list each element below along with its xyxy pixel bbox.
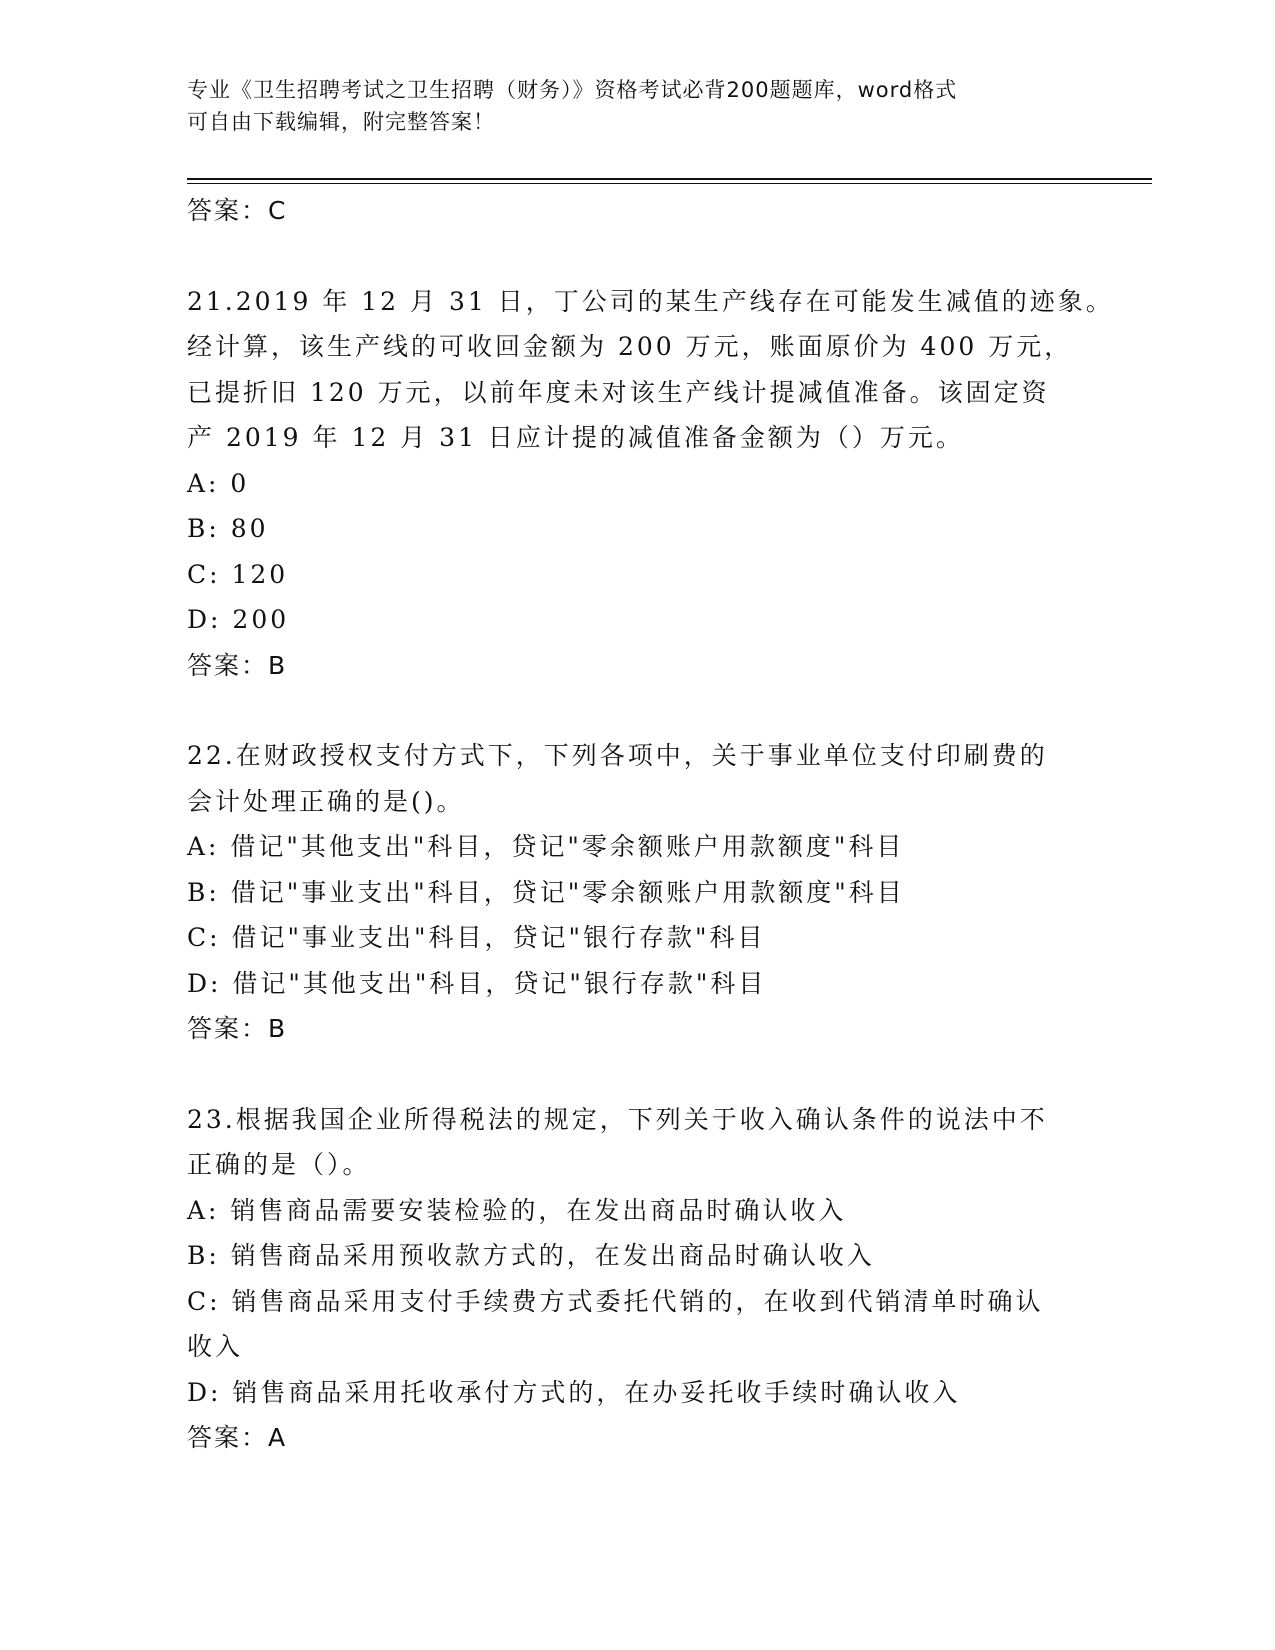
document-body [187, 188, 1114, 1461]
option-b: B: 销售商品采用预收款方式的，在发出商品时确认收入 [187, 1241, 875, 1270]
spacer [187, 688, 1087, 733]
option-b: B: 80 [187, 514, 269, 543]
spacer [187, 1052, 1087, 1097]
option-d: D: 借记"其他支出"科目，贷记"银行存款"科目 [187, 968, 767, 998]
question-stem-line: 经计算，该生产线的可收回金额为 200 万元，账面原价为 400 万元， [187, 332, 1073, 361]
option-b: B: 借记"事业支出"科目，贷记"零余额账户用款额度"科目 [187, 877, 905, 907]
answer: 答案：B [187, 1014, 288, 1043]
previous-answer: 答案：C [187, 196, 288, 225]
option-a: A: 借记"其他支出"科目，贷记"零余额账户用款额度"科目 [187, 832, 905, 861]
option-c-continued: 收入 [187, 1332, 244, 1361]
answer: 答案：B [187, 650, 288, 680]
option-a: A: 0 [187, 468, 250, 498]
question-stem-line: 会计处理正确的是()。 [187, 786, 465, 816]
question-stem-line: 正确的是（）。 [187, 1150, 371, 1179]
header-line-1: 专业《卫生招聘考试之卫生招聘（财务）》资格考试必背200题题库，word格式 [187, 78, 958, 102]
question-21 [187, 279, 1114, 689]
spacer [187, 234, 1087, 279]
option-d: D: 销售商品采用托收承付方式的，在办妥托收手续时确认收入 [187, 1377, 961, 1407]
question-stem-line: 22.在财政授权支付方式下，下列各项中，关于事业单位支付印刷费的 [187, 741, 1048, 770]
header-rule-thick [187, 178, 1152, 180]
option-c: C: 销售商品采用支付手续费方式委托代销的，在收到代销清单时确认 [187, 1286, 1044, 1316]
option-a: A: 销售商品需要安装检验的，在发出商品时确认收入 [187, 1195, 847, 1225]
option-d: D: 200 [187, 605, 290, 634]
question-22 [187, 733, 1087, 1052]
question-stem-line: 23.根据我国企业所得税法的规定，下列关于收入确认条件的说法中不 [187, 1104, 1048, 1134]
question-23 [187, 1097, 1087, 1461]
question-stem-line: 已提折旧 120 万元，以前年度未对该生产线计提减值准备。该固定资 [187, 377, 1050, 407]
document-header [187, 74, 1067, 138]
header-line-2: 可自由下载编辑，附完整答案！ [187, 110, 495, 134]
header-rule-thin [187, 183, 1152, 184]
question-stem-line: 产 2019 年 12 月 31 日应计提的减值准备金额为（）万元。 [187, 423, 964, 452]
option-c: C: 借记"事业支出"科目，贷记"银行存款"科目 [187, 923, 766, 952]
option-c: C: 120 [187, 559, 289, 589]
question-stem-line: 21.2019 年 12 月 31 日，丁公司的某生产线存在可能发生减值的迹象。 [187, 286, 1114, 316]
answer: 答案：A [187, 1423, 288, 1452]
